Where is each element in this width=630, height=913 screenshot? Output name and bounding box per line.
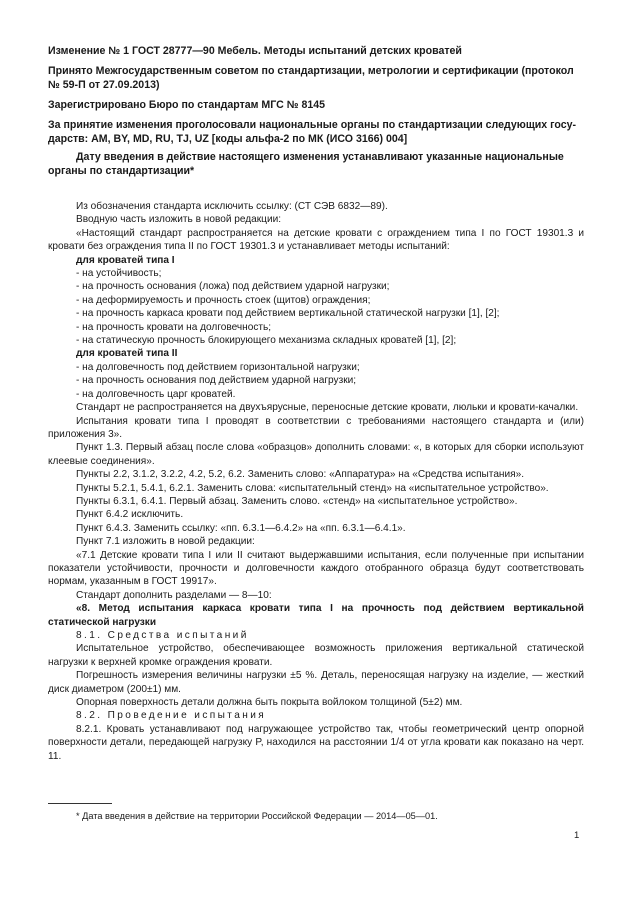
paragraph: Погрешность измерения величины нагрузки ±5 %. Деталь, переносящая нагрузку на изделие, — жесткий диск диаметром (200±1) мм. [48, 670, 584, 695]
paragraph: Стандарт не распространяется на двухъярусные, переносные детские кровати, люльки и кровати-качалки. [76, 402, 579, 414]
list-item: - на статическую прочность блокирующего механизма складных кроватей [1], [2]; [76, 335, 457, 347]
list-item: - на деформируемость и прочность стоек (щитов) ограждения; [76, 294, 371, 306]
paragraph: Пункт 6.4.2 исключить. [76, 509, 184, 521]
type1-heading: для кроватей типа I [76, 254, 175, 266]
paragraph: Опорная поверхность детали должна быть покрыта войлоком толщиной (5±2) мм. [76, 697, 463, 709]
paragraph: «Настоящий стандарт распространяется на детские кровати с ограждением типа I по ГОСТ 19301.3 и кровати без ограждения типа II по ГОСТ 19301.3 и устанавливает методы испытаний: [48, 227, 584, 253]
page-number: 1 [574, 830, 580, 841]
list-item: - на прочность кровати на долговечность; [76, 321, 272, 333]
paragraph: Пункт 1.3. Первый абзац после слова «образцов» дополнить словами: «, в которых для сборки используют клеевые соединения». [48, 442, 584, 467]
paragraph: Испытательное устройство, обеспечивающее возможность приложения вертикальной статической нагрузки к верхней кромке ограждения кровати. [48, 643, 584, 668]
registered-statement: Зарегистрировано Бюро по стандартам МГС № 8145 [48, 99, 326, 111]
paragraph: 8.2.1. Кровать устанавливают под нагружающее устройство так, чтобы геометрический центр опорной поверхности детали, передающей нагрузку P, находился на расстоянии 1/4 от угла кровати как показано на черт. 11. [48, 723, 584, 762]
subsection-8-1-heading: 8.1. Средства испытаний [76, 630, 249, 641]
effective-date-statement: Дату введения в действие настоящего изменения устанавливают указанные национальные органы по стандартизации* [48, 151, 564, 177]
list-item: - на прочность основания (ложа) под действием ударной нагрузки; [76, 281, 390, 293]
type2-heading: для кроватей типа II [76, 348, 178, 360]
list-item: - на устойчивость; [76, 268, 162, 280]
paragraph: Стандарт дополнить разделами — 8—10: [76, 589, 272, 601]
footnote-separator [48, 803, 112, 804]
footnote: * Дата введения в действие на территории Российской Федерации — 2014—05—01. [76, 811, 438, 821]
list-item: - на прочность основания под действием ударной нагрузки; [76, 375, 357, 387]
section-8-heading: «8. Метод испытания каркаса кровати типа I на прочность под действием вертикальной статической нагрузки [48, 603, 584, 628]
subsection-8-2-heading: 8.2. Проведение испытания [76, 710, 267, 722]
change-title: Изменение № 1 ГОСТ 28777—90 Мебель. Методы испытаний детских кроватей [48, 45, 462, 57]
list-item: - на прочность каркаса кровати под действием вертикальной статической нагрузки [1], [2]; [76, 308, 500, 320]
paragraph: Пункты 2.2, 3.1.2, 3.2.2, 4.2, 5.2, 6.2. Заменить слово: «Аппаратура» на «Средства испытания». [76, 469, 525, 481]
paragraph: Испытания кровати типа I проводят в соответствии с требованиями настоящего стандарта и (или) приложения 3». [48, 415, 584, 440]
paragraph: Пункт 6.4.3. Заменить ссылку: «пп. 6.3.1—6.4.2» на «пп. 6.3.1—6.4.1». [76, 522, 406, 534]
adopted-statement: Принято Межгосударственным советом по стандартизации, метрологии и сертификации (протокол № 59-П от 27.09.2013) [48, 65, 574, 91]
voted-statement: За принятие изменения проголосовали национальные органы по стандартизации следующих государств: AM, BY, MD, RU, TJ, UZ [коды альфа-2 по МК (ИСО 3166) 004] [48, 119, 577, 145]
list-item: - на долговечность под действием горизонтальной нагрузки; [76, 361, 360, 373]
paragraph: «7.1 Детские кровати типа I или II считают выдержавшими испытания, если полученные при испытании показатели устойчивости, прочности и долговечности каждого отобранного образца будут соответствовать нормам, указанным в ГОСТ 19917». [48, 549, 584, 588]
list-item: - на долговечность царг кроватей. [76, 388, 236, 400]
document-page [48, 44, 584, 763]
paragraph: Из обозначения стандарта исключить ссылку: (СТ СЭВ 6832—89). [76, 201, 388, 212]
paragraph: Пункты 6.3.1, 6.4.1. Первый абзац. Заменить слово. «стенд» на «испытательное устройство». [76, 495, 518, 507]
paragraph: Пункт 7.1 изложить в новой редакции: [76, 536, 255, 548]
paragraph: Пункты 5.2.1, 5.4.1, 6.2.1. Заменить слова: «испытательный стенд» на «испытательное устройство». [76, 482, 549, 494]
paragraph: Вводную часть изложить в новой редакции: [76, 214, 282, 226]
document-body [48, 200, 584, 763]
